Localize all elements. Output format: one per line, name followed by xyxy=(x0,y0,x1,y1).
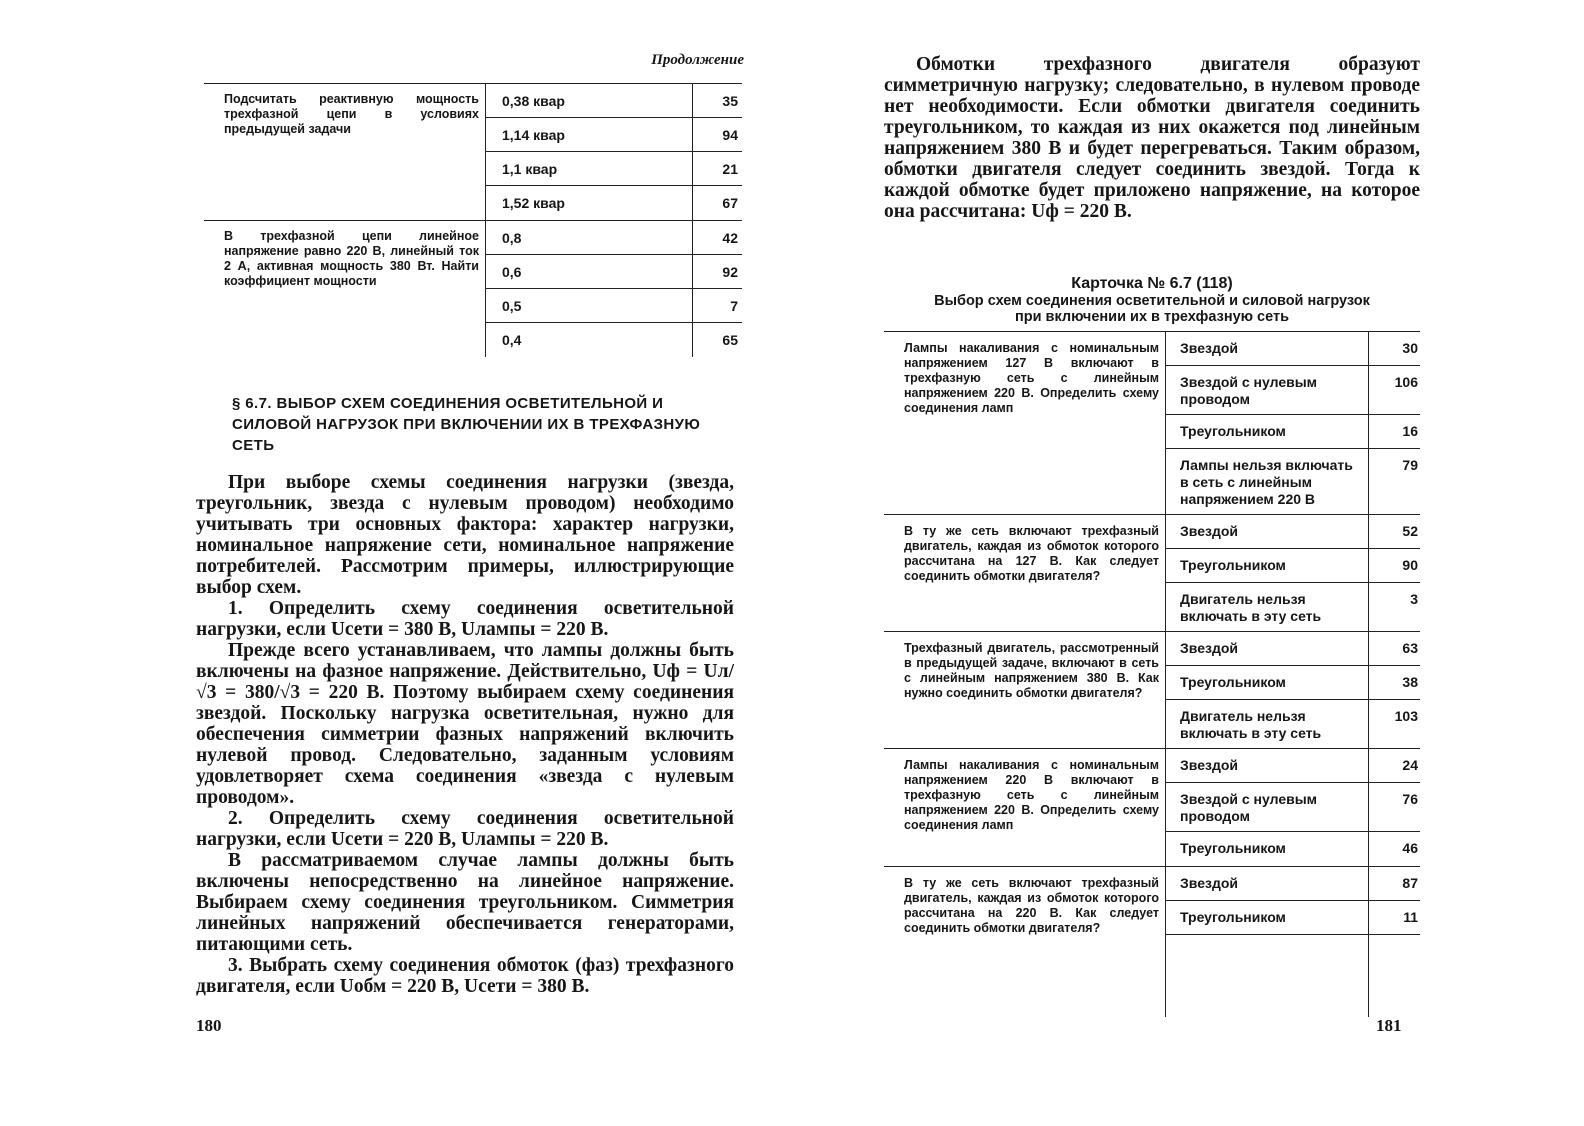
answer-code: 30 xyxy=(1402,340,1418,356)
question-cell: Лампы накаливания с номинальным напряжением 127 В включают в трехфазную сеть с линейным напряжением 220 В. Определить схему соединения ламп xyxy=(884,332,1166,514)
answer-text: Звездой xyxy=(1166,867,1369,900)
card-title-line: при включении их в трехфазную сеть xyxy=(1014,309,1290,325)
question-cell: Лампы накаливания с номинальным напряжением 220 В включают в трехфазную сеть с линейным напряжением 220 В. Определить схему соединения ламп xyxy=(884,749,1166,866)
answer-text: 0,8 xyxy=(486,221,693,254)
answer-code: 79 xyxy=(1402,457,1418,473)
answer-row[interactable] xyxy=(1166,832,1420,866)
answer-text: Треугольником xyxy=(1166,549,1369,582)
answer-row[interactable] xyxy=(486,152,742,186)
answer-code: 42 xyxy=(722,230,738,246)
answer-text: 0,38 квар xyxy=(486,84,693,117)
answer-code: 90 xyxy=(1402,557,1418,573)
continuation-label: Продолжение xyxy=(651,52,744,68)
answer-text: Звездой xyxy=(1166,632,1369,665)
answer-code: 21 xyxy=(722,161,738,177)
page-number-left: 180 xyxy=(196,1016,222,1035)
answer-code: 94 xyxy=(722,127,738,143)
answer-text: Звездой xyxy=(1166,332,1369,365)
left-body-text xyxy=(196,472,734,997)
answer-text: Треугольником xyxy=(1166,901,1369,934)
answer-text: Звездой xyxy=(1166,515,1369,548)
answer-code: 65 xyxy=(722,332,738,348)
question-group xyxy=(884,748,1420,866)
answer-text: Двигатель нельзя включать в эту сеть xyxy=(1166,583,1369,631)
answer-code: 24 xyxy=(1402,757,1418,773)
answer-code: 7 xyxy=(730,298,738,314)
answer-text: Треугольником xyxy=(1166,666,1369,699)
answer-code: 106 xyxy=(1394,374,1418,390)
answer-row[interactable] xyxy=(486,118,742,152)
question-cell: В трехфазной цепи линейное напряжение равно 220 В, линейный ток 2 А, активная мощность 380 Вт. Найти коэффициент мощности xyxy=(204,221,486,357)
answer-text: 0,6 xyxy=(486,255,693,288)
paragraph: 2. Определить схему соединения осветительной нагрузки, если Uсети = 220 В, Uлампы = 220 В. xyxy=(196,808,734,850)
answer-row[interactable] xyxy=(1166,549,1420,583)
answer-text: 1,14 квар xyxy=(486,118,693,151)
question-cell: Трехфазный двигатель, рассмотренный в предыдущей задаче, включают в сеть с линейным напряжением 380 В. Как нужно соединить обмотки двигателя? xyxy=(884,632,1166,748)
answer-text: 0,5 xyxy=(486,289,693,322)
answer-row[interactable] xyxy=(1166,366,1420,415)
section-title: § 6.7. ВЫБОР СХЕМ СОЕДИНЕНИЯ ОСВЕТИТЕЛЬНОЙ И СИЛОВОЙ НАГРУЗОК ПРИ ВКЛЮЧЕНИИ ИХ В ТРЕХФАЗНУЮ СЕТЬ xyxy=(232,395,701,454)
answer-row[interactable] xyxy=(1166,867,1420,901)
answer-code: 16 xyxy=(1402,423,1418,439)
question-group xyxy=(884,331,1420,514)
answer-row[interactable] xyxy=(486,186,742,220)
answer-text: Треугольником xyxy=(1166,415,1369,448)
answer-row[interactable] xyxy=(1166,515,1420,549)
empty-cell xyxy=(1369,935,1420,1017)
question-cell: В ту же сеть включают трехфазный двигатель, каждая из обмоток которого рассчитана на 220 В. Как следует соединить обмотки двигателя? xyxy=(884,867,1166,1017)
answer-row[interactable] xyxy=(1166,332,1420,366)
question-group xyxy=(884,514,1420,631)
answer-row[interactable] xyxy=(486,255,742,289)
answer-code: 103 xyxy=(1394,708,1418,724)
answer-row[interactable] xyxy=(1166,783,1420,832)
answer-row[interactable] xyxy=(1166,666,1420,700)
paragraph: 1. Определить схему соединения осветительной нагрузки, если Uсети = 380 В, Uлампы = 220 В. xyxy=(196,598,734,640)
card-title xyxy=(884,274,1420,325)
answer-text: 1,1 квар xyxy=(486,152,693,185)
answer-code: 52 xyxy=(1402,523,1418,539)
answer-row[interactable] xyxy=(1166,700,1420,748)
right-body-text xyxy=(884,54,1420,222)
answer-text: Звездой с нулевым проводом xyxy=(1166,783,1369,831)
answer-code: 87 xyxy=(1402,875,1418,891)
page-number-right: 181 xyxy=(1376,1016,1402,1035)
answer-code: 3 xyxy=(1410,591,1418,607)
answer-code: 67 xyxy=(722,195,738,211)
answer-row[interactable] xyxy=(486,289,742,323)
answer-text: Звездой с нулевым проводом xyxy=(1166,366,1369,414)
answer-text: 1,52 квар xyxy=(486,186,693,220)
card-title-line: Выбор схем соединения осветительной и силовой нагрузок xyxy=(934,293,1370,309)
paragraph: Прежде всего устанавливаем, что лампы должны быть включены на фазное напряжение. Действительно, Uф = Uл/√3 = 380/√3 = 220 В. Поэтому выбираем схему соединения звездой. Поскольку нагрузка осветительная, нужно для обеспечения симметрии фазных напряжений включить нулевой провод. Следовательно, заданным условиям удовлетворяет схема соединения «звезда с нулевым проводом». xyxy=(196,640,734,808)
answer-row[interactable] xyxy=(1166,749,1420,783)
answer-row[interactable] xyxy=(1166,583,1420,631)
answer-row[interactable] xyxy=(1166,632,1420,666)
answer-text: Звездой xyxy=(1166,749,1369,782)
answer-text: Лампы нельзя включать в сеть с линейным напряжением 220 В xyxy=(1166,449,1369,514)
answer-code: 35 xyxy=(722,93,738,109)
answer-row[interactable] xyxy=(1166,449,1420,514)
answer-row[interactable] xyxy=(1166,415,1420,449)
paragraph: 3. Выбрать схему соединения обмоток (фаз) трехфазного двигателя, если Uобм = 220 В, Uсети = 380 В. xyxy=(196,955,734,997)
answer-code: 11 xyxy=(1403,909,1418,925)
answer-row[interactable] xyxy=(486,84,742,118)
answer-code: 76 xyxy=(1402,791,1418,807)
paragraph: Обмотки трехфазного двигателя образуют симметричную нагрузку; следовательно, в нулевом проводе нет необходимости. Если обмотки двигателя соединить треугольником, то каждая из них окажется под линейным напряжением 380 В и будет перегреваться. Таким образом, обмотки двигателя следует соединить звездой. Тогда к каждой обмотке будет приложено напряжение, на которое она рассчитана: Uф = 220 В. xyxy=(884,54,1420,222)
answer-code: 38 xyxy=(1402,674,1418,690)
answer-code: 92 xyxy=(722,264,738,280)
answer-row[interactable] xyxy=(1166,901,1420,935)
answer-code: 46 xyxy=(1402,840,1418,856)
empty-cell xyxy=(1166,935,1369,1017)
question-cell: В ту же сеть включают трехфазный двигатель, каждая из обмоток которого рассчитана на 127 В. Как следует соединить обмотки двигателя? xyxy=(884,515,1166,631)
answer-row[interactable] xyxy=(486,221,742,255)
answer-text: Двигатель нельзя включать в эту сеть xyxy=(1166,700,1369,748)
question-cell: Подсчитать реактивную мощность трехфазной цепи в условиях предыдущей задачи xyxy=(204,84,486,220)
paragraph: При выборе схемы соединения нагрузки (звезда, треугольник, звезда с нулевым проводом) необходимо учитывать три основных фактора: характер нагрузки, номинальное напряжение сети, номинальное напряжение потребителей. Рассмотрим примеры, иллюстрирующие выбор схем. xyxy=(196,472,734,598)
card-answer-table xyxy=(884,331,1420,1017)
paragraph: В рассматриваемом случае лампы должны быть включены непосредственно на линейное напряжение. Выбираем схему соединения треугольником. Симметрия линейных напряжений обеспечивается генераторами, питающими сеть. xyxy=(196,850,734,955)
question-group xyxy=(884,631,1420,748)
empty-row xyxy=(1166,935,1420,1017)
answer-row[interactable] xyxy=(486,323,742,357)
answer-text: Треугольником xyxy=(1166,832,1369,866)
question-group xyxy=(204,220,742,357)
answer-text: 0,4 xyxy=(486,323,693,357)
answer-code: 63 xyxy=(1402,640,1418,656)
card-number: Карточка № 6.7 (118) xyxy=(1071,275,1233,292)
left-answer-table xyxy=(204,83,742,357)
question-group xyxy=(884,866,1420,1017)
question-group xyxy=(204,83,742,220)
